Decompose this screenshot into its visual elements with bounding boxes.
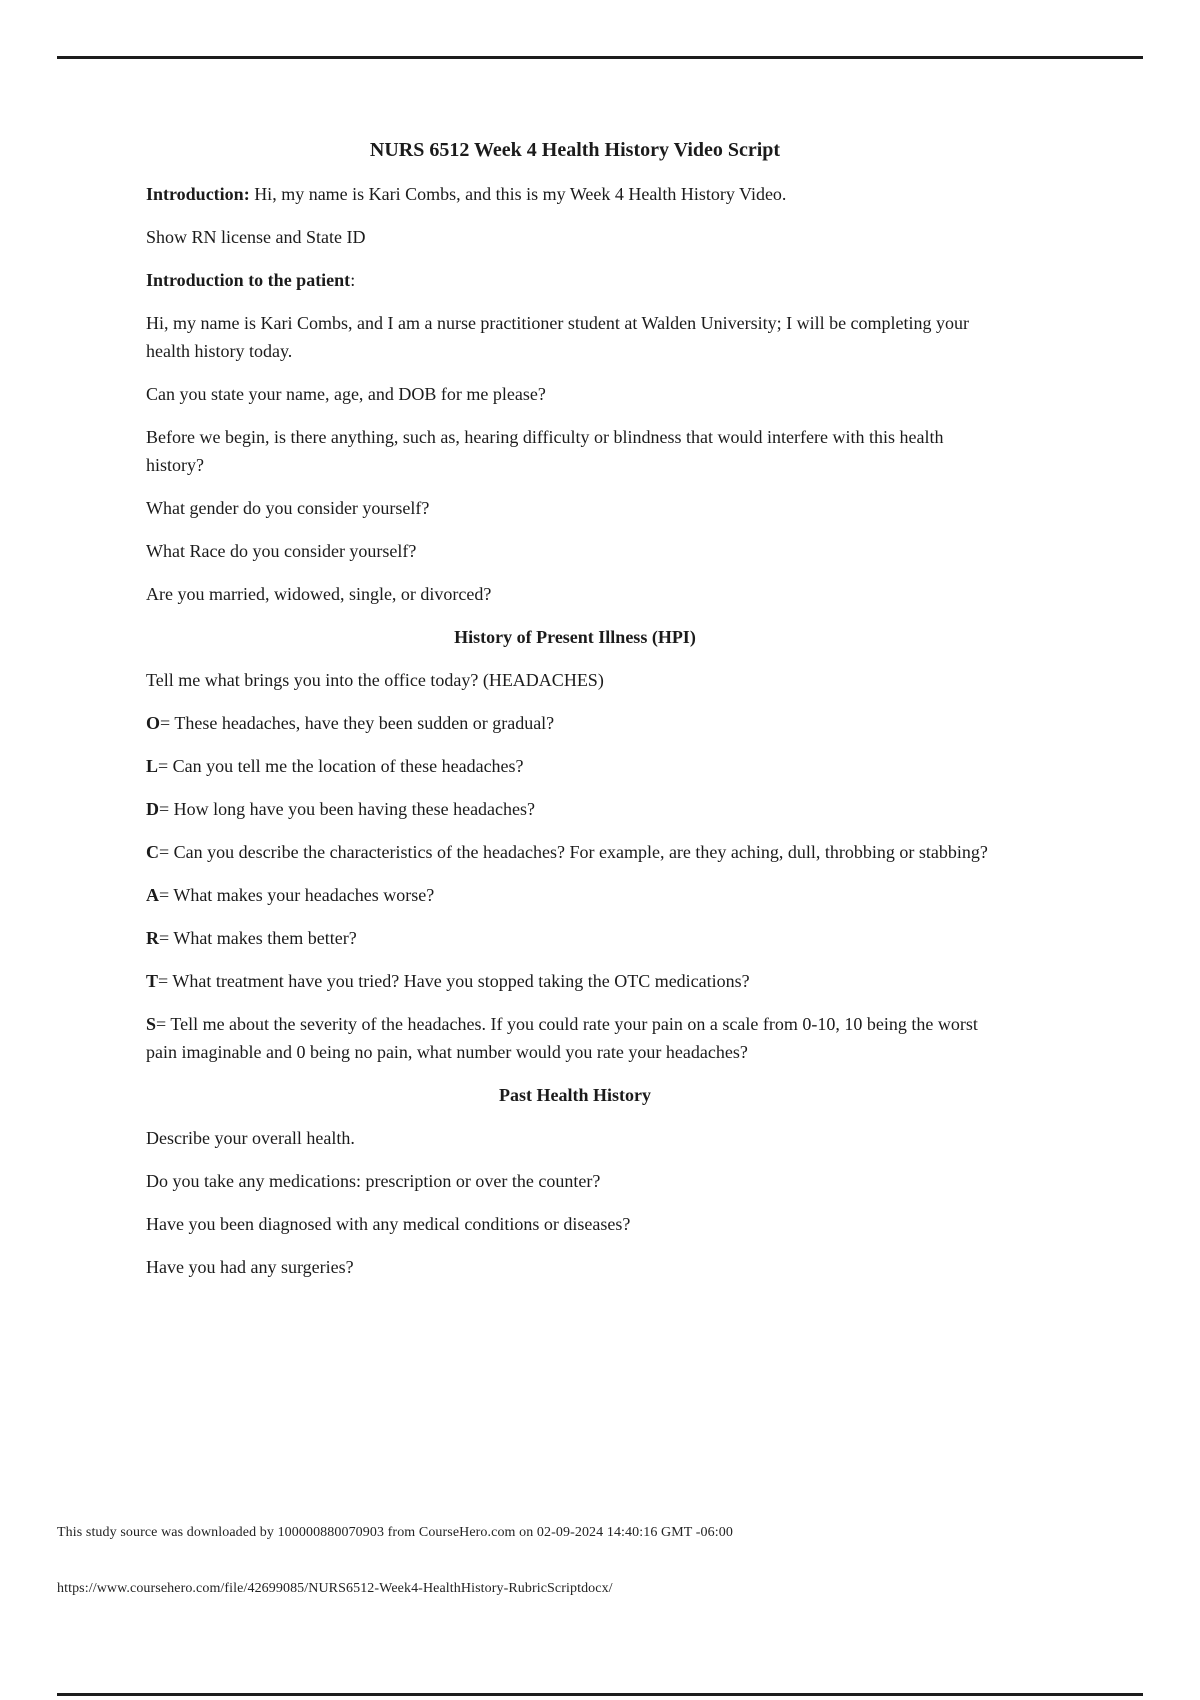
paragraph-lead: S <box>146 1014 157 1034</box>
paragraph: Describe your overall health. <box>146 1128 355 1148</box>
paragraph-lead: T <box>146 971 159 991</box>
paragraph-lead: L <box>146 756 159 776</box>
coursehero-source-url: https://www.coursehero.com/file/42699085/NURS6512-Week4-HealthHistory-RubricScriptdocx/ <box>57 1581 613 1596</box>
paragraph: C= Can you describe the characteristics of the headaches? For example, are they aching, dull, throbbing or stabbing? <box>146 842 988 862</box>
paragraph: Introduction to the patient: <box>146 270 356 290</box>
paragraph: Introduction: Hi, my name is Kari Combs, and this is my Week 4 Health History Video. <box>146 184 787 204</box>
section-heading: Past Health History <box>499 1085 651 1105</box>
paragraph-lead: A <box>146 885 159 905</box>
coursehero-download-note: This study source was downloaded by 100000880070903 from CourseHero.com on 02-09-2024 14:40:16 GMT -06:00 <box>57 1525 733 1540</box>
paragraph: Do you take any medications: prescription or over the counter? <box>146 1171 601 1191</box>
page-top-rule <box>57 56 1143 59</box>
paragraph: Show RN license and State ID <box>146 227 366 247</box>
document-body <box>146 180 1004 1281</box>
paragraph-lead: O <box>146 713 161 733</box>
page-bottom-rule <box>57 1693 1143 1696</box>
paragraph-lead: Introduction to the patient <box>146 270 351 290</box>
paragraph: L= Can you tell me the location of these headaches? <box>146 756 524 776</box>
paragraph: R= What makes them better? <box>146 928 357 948</box>
section-heading: History of Present Illness (HPI) <box>454 627 696 647</box>
paragraph-lead: Introduction: <box>146 184 250 204</box>
paragraph: What gender do you consider yourself? <box>146 498 430 518</box>
paragraph: S= Tell me about the severity of the headaches. If you could rate your pain on a scale from 0-10, 10 being the worst pain imaginable and 0 being no pain, what number would you rate your headaches? <box>146 1014 978 1062</box>
paragraph-lead: D <box>146 799 159 819</box>
paragraph: Are you married, widowed, single, or divorced? <box>146 584 492 604</box>
document-content <box>146 136 1004 1296</box>
paragraph: Hi, my name is Kari Combs, and I am a nurse practitioner student at Walden University; I will be completing your health history today. <box>146 313 970 361</box>
paragraph: Have you had any surgeries? <box>146 1257 354 1277</box>
paragraph: What Race do you consider yourself? <box>146 541 417 561</box>
paragraph: Before we begin, is there anything, such as, hearing difficulty or blindness that would interfere with this health history? <box>146 427 944 475</box>
paragraph: A= What makes your headaches worse? <box>146 885 435 905</box>
document-title: NURS 6512 Week 4 Health History Video Script <box>369 139 781 161</box>
paragraph: Have you been diagnosed with any medical conditions or diseases? <box>146 1214 631 1234</box>
paragraph: Tell me what brings you into the office today? (HEADACHES) <box>146 670 604 690</box>
paragraph-lead: C <box>146 842 159 862</box>
paragraph: D= How long have you been having these headaches? <box>146 799 536 819</box>
paragraph-lead: R <box>146 928 159 948</box>
paragraph: T= What treatment have you tried? Have you stopped taking the OTC medications? <box>146 971 750 991</box>
paragraph: Can you state your name, age, and DOB for me please? <box>146 384 546 404</box>
paragraph: O= These headaches, have they been sudden or gradual? <box>146 713 555 733</box>
